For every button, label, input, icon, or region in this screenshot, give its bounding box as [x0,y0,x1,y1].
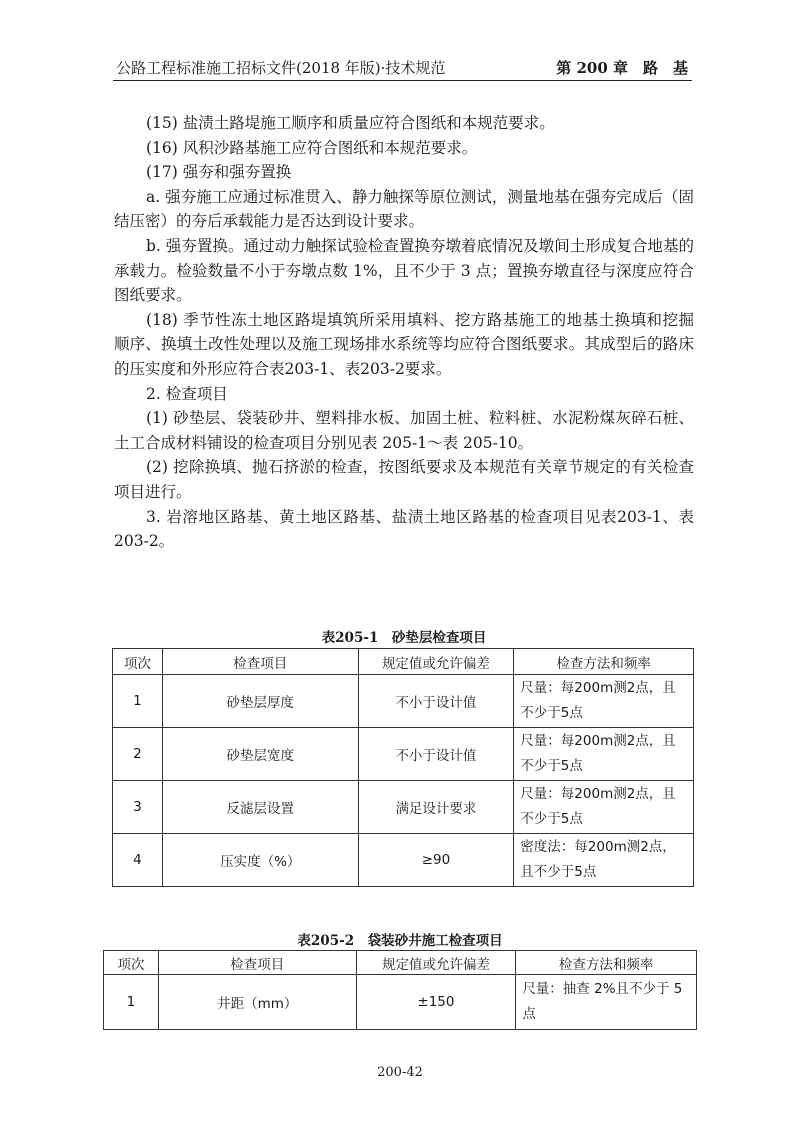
header-cell: 检查方法和频率 [516,951,697,975]
paragraph: (2) 挖除换填、抛石挤淤的检查，按图纸要求及本规范有关章节规定的有关检查项目进行。 [114,458,694,501]
table-cell: 2 [113,728,163,781]
table-cell: 反滤层设置 [162,781,358,834]
table-cell: 井距（mm） [158,975,356,1030]
table-205-2 [103,950,697,1030]
header-chapter-title: 第 200 章 路 基 [556,59,688,77]
table-cell: 4 [113,834,163,887]
paragraph: a. 强夯施工应通过标准贯入、静力触探等原位测试，测量地基在强夯完成后（固结压密）的夯后承载能力是否达到设计要求。 [114,187,694,231]
table-header-row [104,951,697,975]
table-cell: 压实度（%） [162,834,358,887]
table-cell: 不小于设计值 [358,675,514,728]
table-row [113,675,694,728]
paragraph: (17) 强夯和强夯置换 [146,163,292,182]
table-cell: 满足设计要求 [358,781,514,834]
paragraph: (1) 砂垫层、袋装砂井、塑料排水板、加固土桩、粒料桩、水泥粉煤灰碎石桩、土工合成材料铺设的检查项目分别见表 205-1～表 205-10。 [114,409,694,452]
table-cell: 尺量：每200m测2点，且不少于5点 [514,728,694,781]
table-cell: 3 [113,781,163,834]
table-row [113,728,694,781]
header-document-title: 公路工程标准施工招标文件(2018 年版)·技术规范 [116,59,446,77]
header-cell: 项次 [113,649,163,675]
table-cell: 密度法：每200m测2点，且不少于5点 [514,834,694,887]
table-cell: 砂垫层宽度 [162,728,358,781]
paragraph: (18) 季节性冻土地区路堤填筑所采用填料、挖方路基施工的地基土换填和挖掘顺序、换填土改性处理以及施工现场排水系统等均应符合图纸要求。其成型后的路床的压实度和外形应符合表203-1、表203-2要求。 [114,310,694,378]
paragraph: b. 强夯置换。通过动力触探试验检查置换夯墩着底情况及墩间土形成复合地基的承载力。检验数量不小于夯墩点数 1%，且不少于 3 点；置换夯墩直径与深度应符合图纸要求。 [114,236,694,305]
header-cell: 检查项目 [162,649,358,675]
paragraph: 3. 岩溶地区路基、黄土地区路基、盐渍土地区路基的检查项目见表203-1、表203-2。 [114,507,694,551]
table-cell: 砂垫层厚度 [162,675,358,728]
table-cell: 不小于设计值 [358,728,514,781]
table-row [113,834,694,887]
table-cell: 1 [104,975,159,1030]
table-cell: ≥90 [358,834,514,887]
table-cell: ±150 [356,975,516,1030]
table-cell: 尺量：每200m测2点，且不少于5点 [514,781,694,834]
header-cell: 规定值或允许偏差 [356,951,516,975]
paragraph: 2. 检查项目 [146,384,228,403]
page-number: 200-42 [377,1065,423,1080]
header-cell: 项次 [104,951,159,975]
header-cell: 规定值或允许偏差 [358,649,514,675]
table-cell: 尺量：每200m测2点，且不少于5点 [514,675,694,728]
table-cell: 1 [113,675,163,728]
paragraph: (16) 风积沙路基施工应符合图纸和本规范要求。 [146,138,478,157]
table-row [113,781,694,834]
paragraph: (15) 盐渍土路堤施工顺序和质量应符合图纸和本规范要求。 [146,114,555,132]
table-header-row [113,649,694,675]
header-cell: 检查项目 [158,951,356,975]
page-header [113,56,692,81]
table-205-1 [112,648,694,887]
body-text [114,111,694,554]
table1-caption: 表205-1 砂垫层检查项目 [321,630,487,646]
header-cell: 检查方法和频率 [514,649,694,675]
table-cell: 尺量：抽查 2%且不少于 5 点 [516,975,697,1030]
table2-caption: 表205-2 袋装砂井施工检查项目 [297,933,503,949]
table-row [104,975,697,1030]
